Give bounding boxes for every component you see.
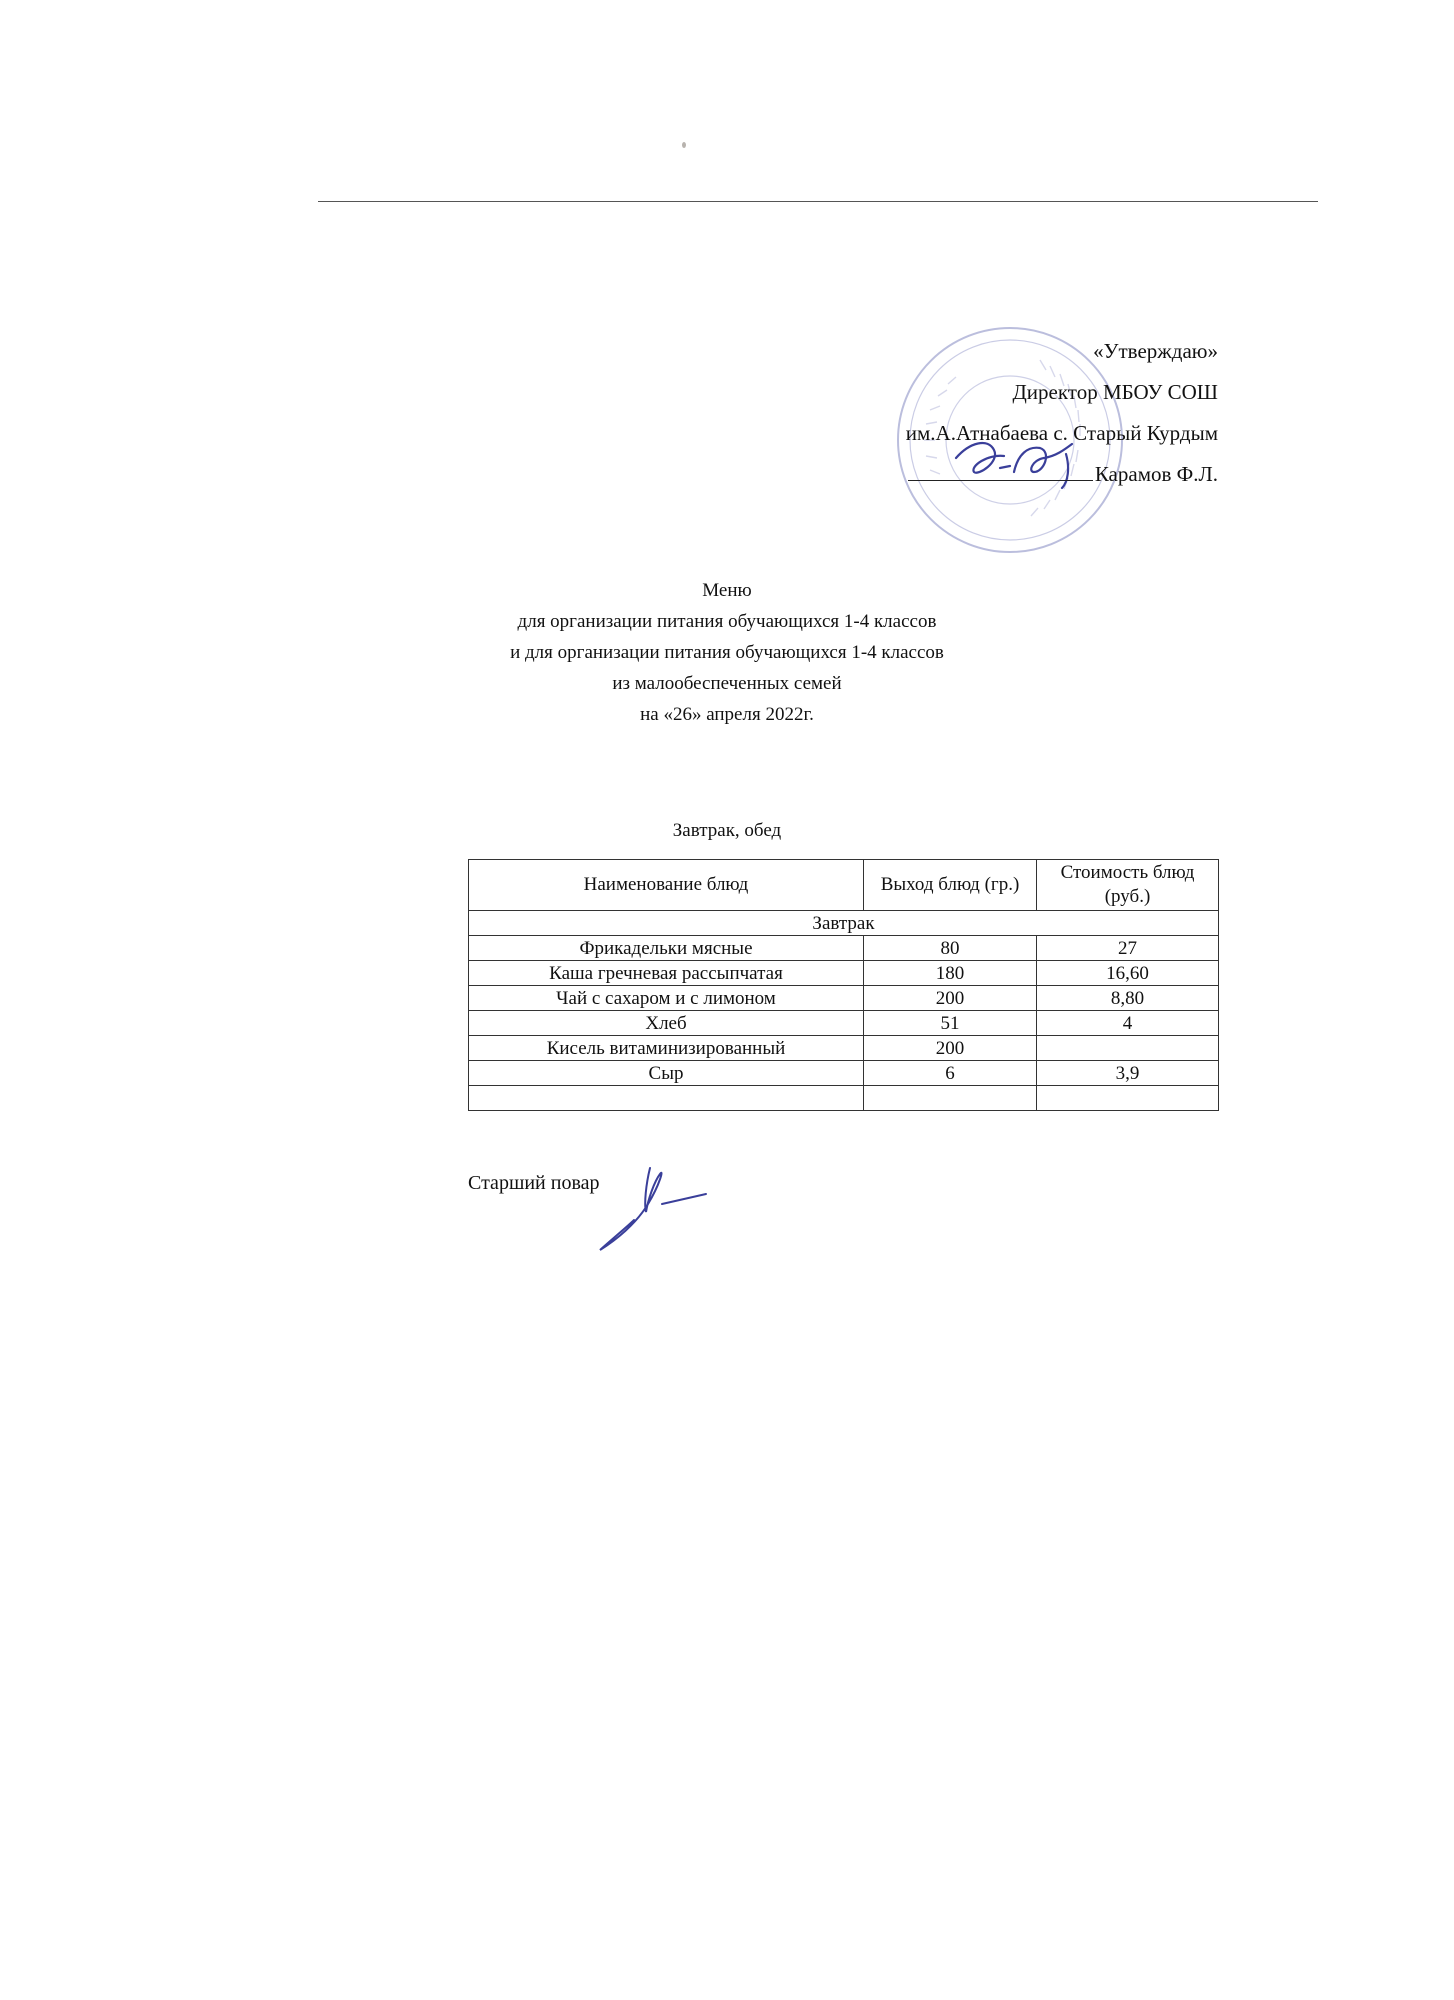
dish-weight [864, 1086, 1037, 1111]
meal-caption: Завтрак, обед [672, 820, 782, 841]
dish-name: Каша гречневая рассыпчатая [469, 961, 864, 986]
document-title [0, 575, 1454, 730]
table-row [469, 936, 1219, 961]
dish-weight: 80 [864, 936, 1037, 961]
dish-weight: 180 [864, 961, 1037, 986]
top-rule [318, 201, 1318, 202]
table-row [469, 1011, 1219, 1036]
title-line-menu: Меню [702, 580, 752, 601]
table-row [469, 986, 1219, 1011]
dish-name: Сыр [469, 1061, 864, 1086]
dish-price: 27 [1037, 936, 1219, 961]
dish-weight: 200 [864, 986, 1037, 1011]
dish-weight: 6 [864, 1061, 1037, 1086]
approval-block [906, 331, 1218, 495]
dish-price: 4 [1037, 1011, 1219, 1036]
dish-price: 16,60 [1037, 961, 1219, 986]
dish-name: Хлеб [469, 1011, 864, 1036]
dish-name: Чай с сахаром и с лимоном [469, 986, 864, 1011]
section-row [469, 911, 1219, 936]
title-line-families: из малообеспеченных семей [612, 673, 842, 694]
header-dish-name: Наименование блюд [469, 860, 864, 911]
title-line-purpose: для организации питания обучающихся 1-4 классов [517, 611, 937, 632]
dish-price: 8,80 [1037, 986, 1219, 1011]
dish-name: Фрикадельки мясные [469, 936, 864, 961]
dish-weight: 200 [864, 1036, 1037, 1061]
table-row [469, 961, 1219, 986]
section-title: Завтрак [469, 911, 1219, 936]
dish-name: Кисель витаминизированный [469, 1036, 864, 1061]
table-row [469, 1036, 1219, 1061]
scan-speck [682, 142, 686, 148]
approval-organization: им.А.Атнабаева с. Старый Курдым [905, 421, 1218, 445]
dish-weight: 51 [864, 1011, 1037, 1036]
dish-name [469, 1086, 864, 1111]
signature-underline [908, 464, 1093, 481]
header-weight: Выход блюд (гр.) [864, 860, 1037, 911]
approval-position: Директор МБОУ СОШ [1012, 380, 1218, 404]
title-line-date: на «26» апреля 2022г. [640, 704, 814, 725]
cook-signature [588, 1160, 718, 1258]
table-row-empty [469, 1086, 1219, 1111]
dish-price: 3,9 [1037, 1061, 1219, 1086]
dish-price [1037, 1036, 1219, 1061]
table-header-row [469, 860, 1219, 911]
approval-heading: «Утверждаю» [1093, 339, 1218, 363]
cook-signature-label: Старший повар [468, 1172, 600, 1194]
header-price: Стоимость блюд (руб.) [1037, 860, 1219, 911]
dish-price [1037, 1086, 1219, 1111]
menu-table [468, 859, 1219, 1111]
approval-signatory-line [906, 454, 1218, 495]
table-row [469, 1061, 1219, 1086]
approval-signatory: Карамов Ф.Л. [1094, 462, 1218, 486]
title-line-purpose-2: и для организации питания обучающихся 1-4 классов [510, 642, 944, 663]
